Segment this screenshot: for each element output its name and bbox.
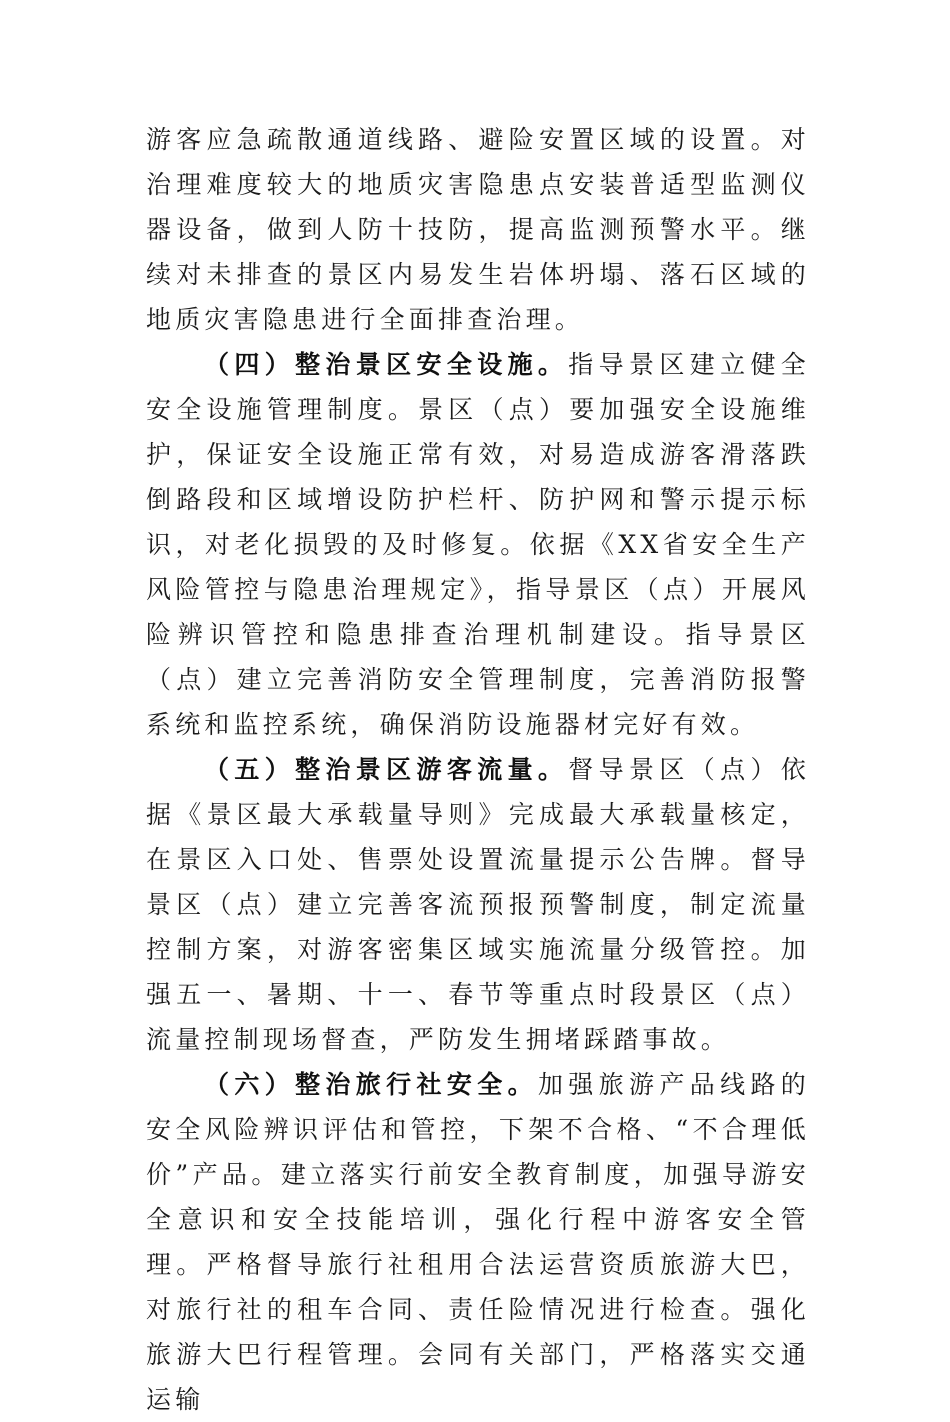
paragraph-text: 督导景区（点）依据《景区最大承载量导则》完成最大承载量核定，在景区入口处、售票处设置流量提示公告牌。督导景区（点）建立完善客流预报预警制度，制定流量控制方案，对游客密集区域实施流量分级管控。加强五一、暑期、十一、春节等重点时段景区（点）流量控制现场督查，严防发生拥堵踩踏事故。 <box>146 755 810 1054</box>
paragraph-text: 游客应急疏散通道线路、避险安置区域的设置。对治理难度较大的地质灾害隐患点安装普适型监测仪器设备，做到人防十技防，提高监测预警水平。继续对未排查的景区内易发生岩体坍塌、落石区域的地质灾害隐患进行全面排查治理。 <box>146 125 810 334</box>
paragraph-text: 指导景区建立健全安全设施管理制度。景区（点）要加强安全设施维护，保证安全设施正常有效，对易造成游客滑落跌倒路段和区域增设防护栏杆、防护网和警示提示标识，对老化损毁的及时修复。依据《XX省安全生产风险管控与隐患治理规定》，指导景区（点）开展风险辨识管控和隐患排查治理机制建设。指导景区（点）建立完善消防安全管理制度，完善消防报警系统和监控系统，确保消防设施器材完好有效。 <box>146 350 810 739</box>
paragraph-safety-facilities <box>146 342 810 747</box>
paragraph-travel-agency <box>146 1062 810 1422</box>
section-heading-safety-facilities: （四）整治景区安全设施。 <box>204 350 569 379</box>
section-heading-travel-agency: （六）整治旅行社安全。 <box>204 1070 538 1099</box>
body-text <box>146 117 810 1422</box>
paragraph-visitor-flow <box>146 747 810 1062</box>
paragraph-geohazard-continued <box>146 117 810 342</box>
section-heading-visitor-flow: （五）整治景区游客流量。 <box>204 755 569 784</box>
paragraph-text: 加强旅游产品线路的安全风险辨识评估和管控，下架不合格、“不合理低价”产品。建立落实行前安全教育制度，加强导游安全意识和安全技能培训，强化行程中游客安全管理。严格督导旅行社租用合法运营资质旅游大巴，对旅行社的租车合同、责任险情况进行检查。强化旅游大巴行程管理。会同有关部门，严格落实交通运输 <box>146 1070 810 1414</box>
